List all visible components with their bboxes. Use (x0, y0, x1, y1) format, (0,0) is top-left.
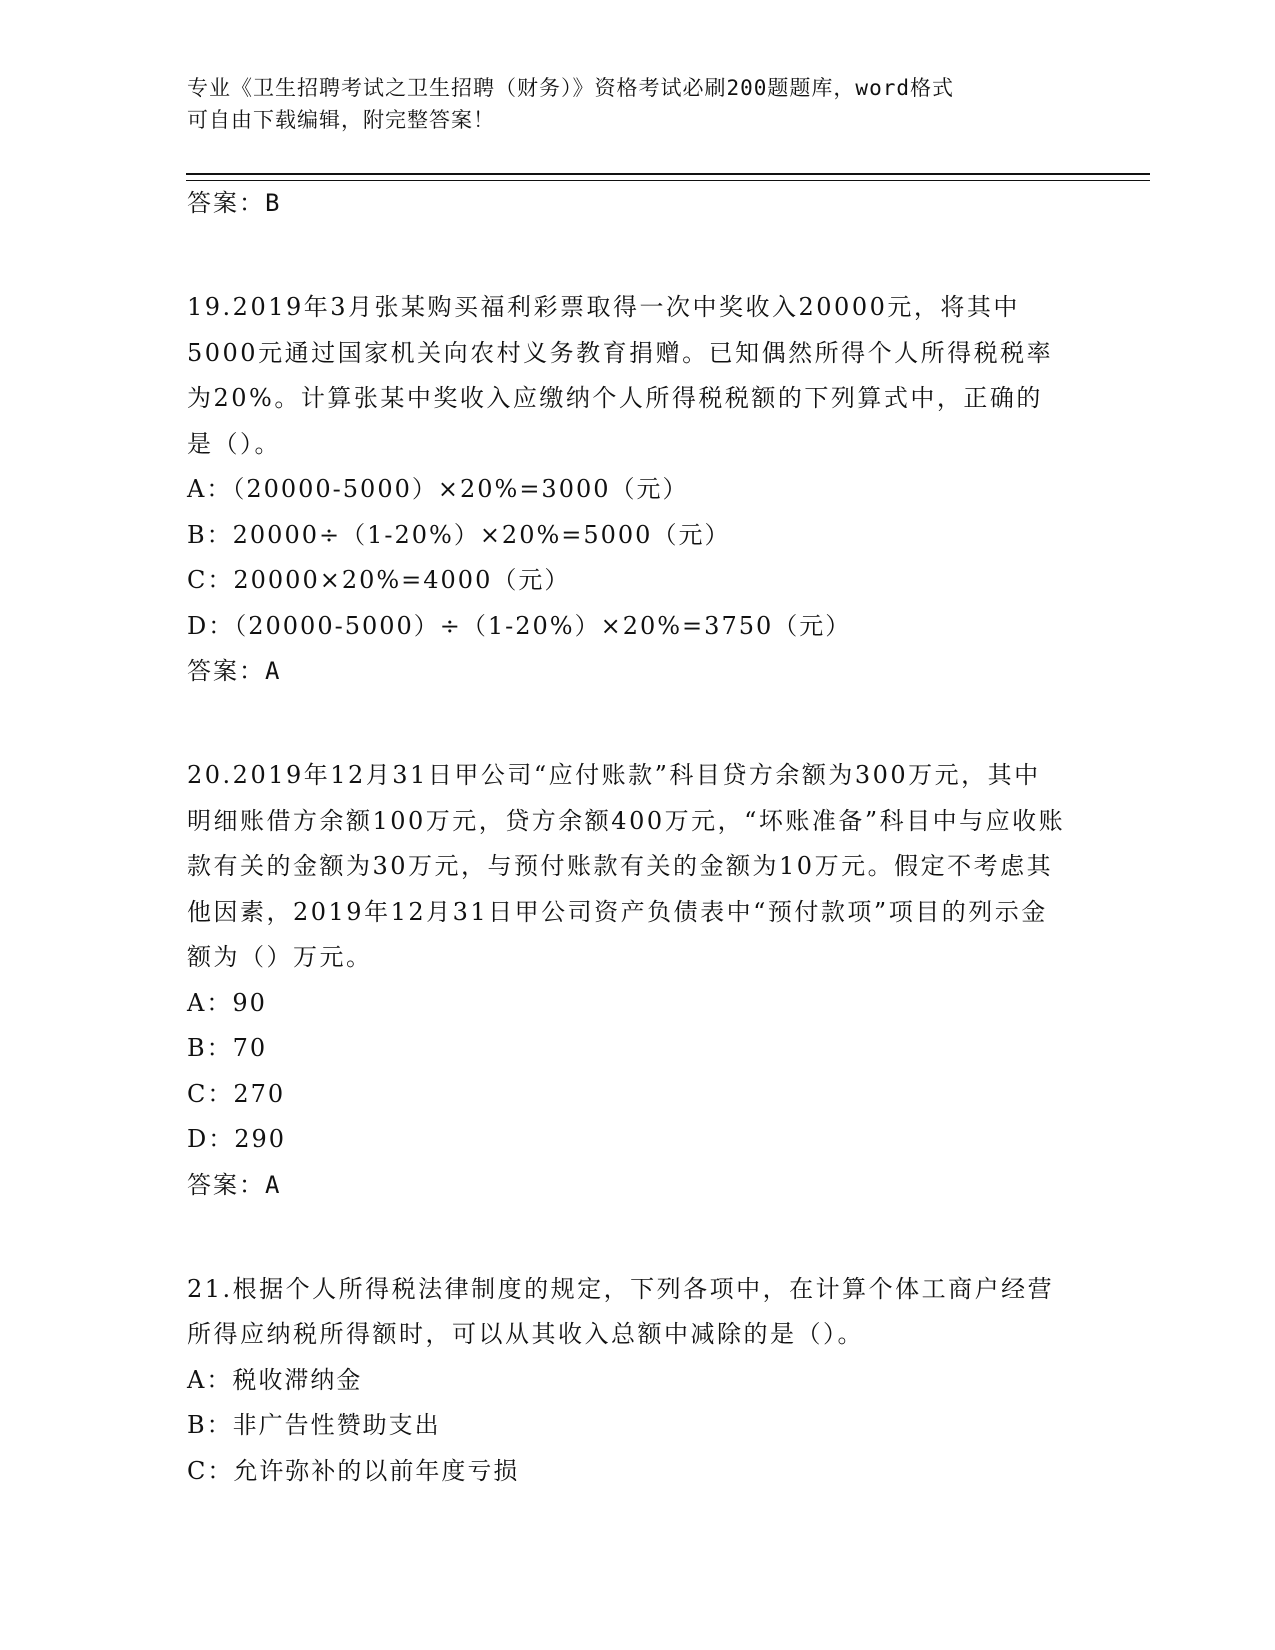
option-b: B：20000÷（1-20%）×20%=5000（元） (187, 520, 731, 549)
question-stem: 21.根据个人所得税法律制度的规定，下列各项中，在计算个体工商户经营所得应纳税所得额时，可以从其收入总额中减除的是（）。 (187, 1274, 1055, 1348)
option-b: B：非广告性赞助支出 (187, 1411, 441, 1439)
question-20 (187, 753, 1087, 1208)
document-body (187, 181, 1087, 1494)
question-21 (187, 1267, 1087, 1495)
header-line-1: 专业《卫生招聘考试之卫生招聘（财务）》资格考试必刷200题题库，word格式 (187, 76, 954, 100)
question-19 (187, 285, 1087, 694)
option-c: C：270 (187, 1079, 286, 1108)
option-c: C：20000×20%=4000（元） (187, 566, 571, 594)
question-answer: 答案：A (187, 1170, 282, 1199)
option-d: D：290 (187, 1125, 287, 1153)
option-a: A：90 (187, 988, 267, 1017)
answer-previous-question: 答案：B (187, 189, 282, 217)
option-d: D：（20000-5000）÷（1-20%）×20%=3750（元） (187, 611, 852, 640)
option-a: A：（20000-5000）×20%=3000（元） (187, 475, 689, 503)
header-rule-thick (186, 173, 1150, 175)
question-spacer (187, 1208, 1087, 1267)
question-stem: 20.2019年12月31日甲公司“应付账款”科目贷方余额为300万元，其中明细账借方余额100万元，贷方余额400万元，“坏账准备”科目中与应收账款有关的金额为30万元，与预付账款有关的金额为10万元。假定不考虑其他因素，2019年12月31日甲公司资产负债表中“预付款项”项目的列示金额为（）万元。 (187, 761, 1066, 971)
option-c: C：允许弥补的以前年度亏损 (187, 1456, 520, 1485)
question-stem: 19.2019年3月张某购买福利彩票取得一次中奖收入20000元，将其中5000元通过国家机关向农村义务教育捐赠。已知偶然所得个人所得税税率为20%。计算张某中奖收入应缴纳个人所得税税额的下列算式中，正确的是（）。 (187, 293, 1054, 458)
question-answer: 答案：A (187, 657, 282, 685)
header-line-2: 可自由下载编辑，附完整答案！ (187, 108, 495, 132)
page-header (187, 72, 1067, 136)
question-spacer (187, 226, 1087, 285)
option-a: A：税收滞纳金 (187, 1365, 363, 1394)
option-b: B：70 (187, 1034, 268, 1062)
question-spacer (187, 694, 1087, 753)
